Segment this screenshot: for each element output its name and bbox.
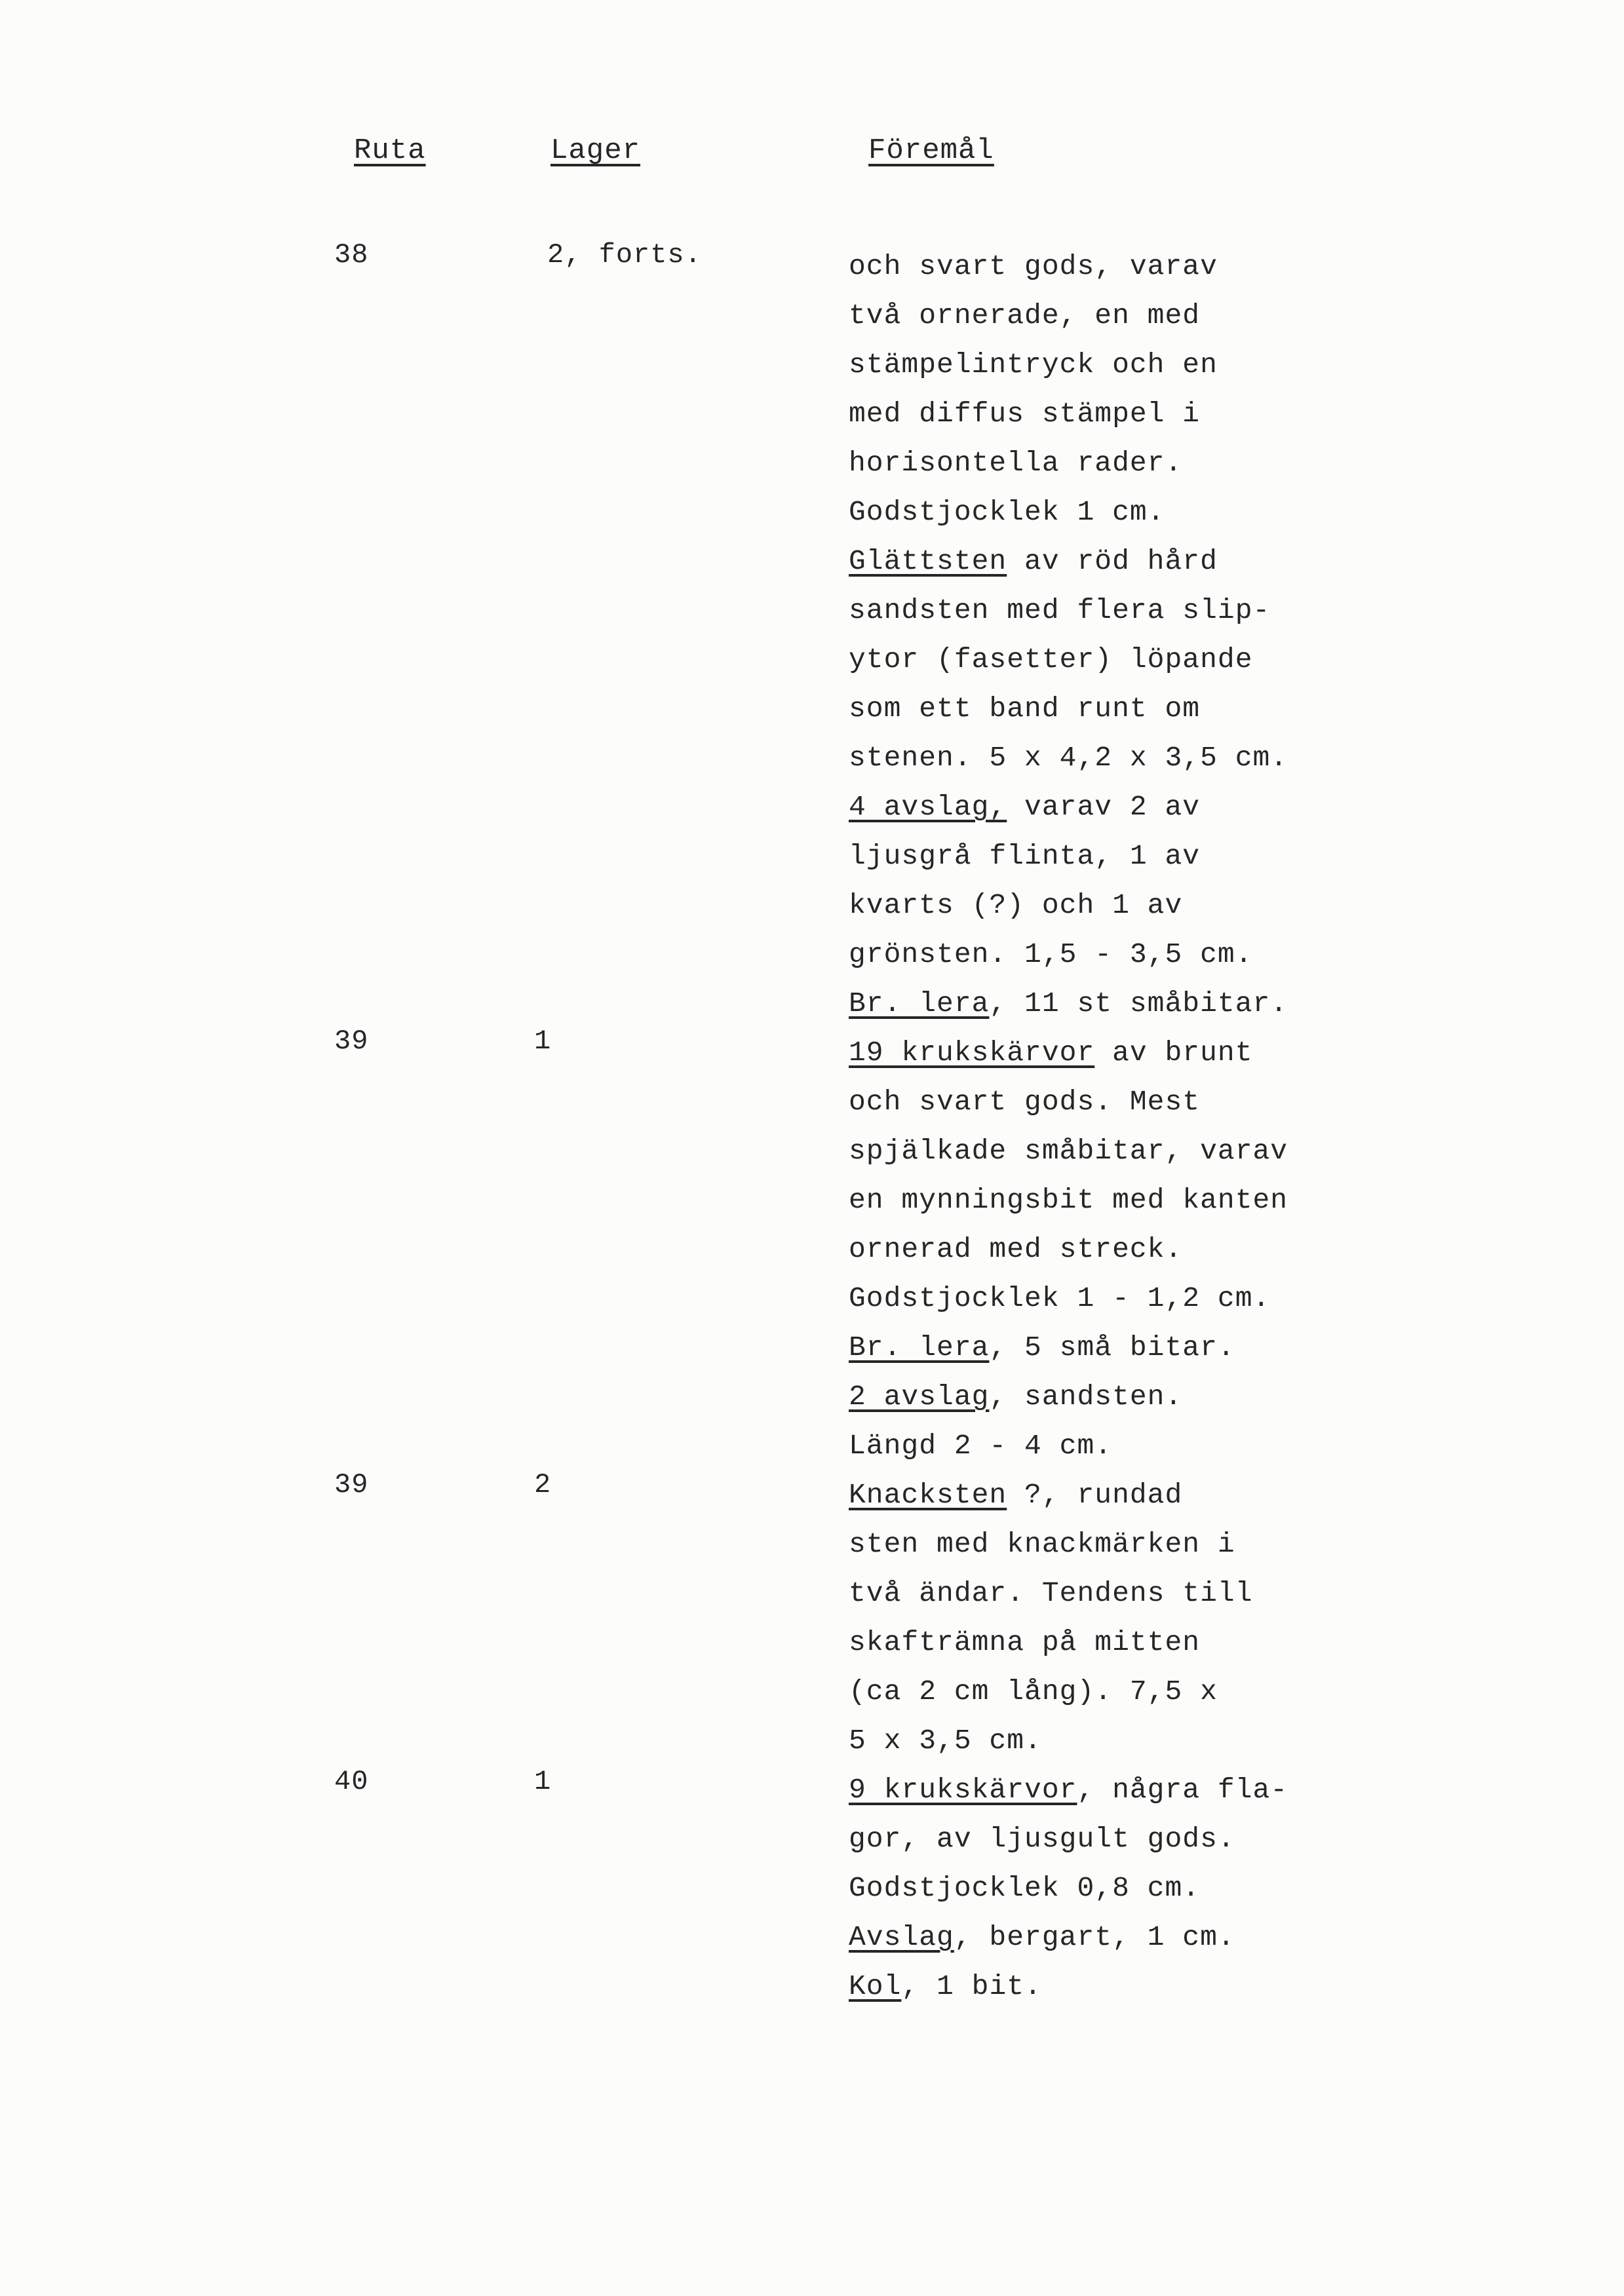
- text-line: [849, 1323, 1622, 1372]
- text-segment: ornerad med streck.: [849, 1233, 1183, 1265]
- header-foremal: Föremål: [868, 134, 994, 167]
- text-segment: Godstjocklek 0,8 cm.: [849, 1872, 1201, 1904]
- text-line: [849, 1470, 1622, 1520]
- text-line: [849, 1274, 1622, 1323]
- text-line: [849, 832, 1622, 881]
- text-line: [849, 1618, 1622, 1667]
- text-segment: , 5 små bitar.: [989, 1331, 1235, 1364]
- text-line: [849, 930, 1622, 979]
- text-segment: ytor (fasetter) löpande: [849, 643, 1253, 676]
- text-segment: grönsten. 1,5 - 3,5 cm.: [849, 938, 1253, 970]
- text-segment: av röd hård: [1007, 545, 1218, 577]
- text-segment: skafträmna på mitten: [849, 1626, 1201, 1658]
- text-line: [849, 340, 1622, 389]
- row-lager: 1: [534, 1025, 552, 1057]
- row-lager: 2, forts.: [547, 239, 702, 271]
- row-ruta: 38: [334, 239, 369, 271]
- header-ruta: Ruta: [354, 134, 426, 167]
- underlined-term: 2 avslag: [849, 1381, 990, 1413]
- text-segment: och svart gods, varav: [849, 250, 1218, 282]
- text-line: [849, 684, 1622, 733]
- text-segment: av brunt: [1094, 1037, 1253, 1069]
- text-line: [849, 881, 1622, 930]
- text-segment: gor, av ljusgult gods.: [849, 1823, 1235, 1855]
- text-line: [849, 1913, 1622, 1962]
- text-line: [849, 438, 1622, 488]
- text-segment: , sandsten.: [989, 1381, 1183, 1413]
- text-line: [849, 1421, 1622, 1470]
- text-line: [849, 537, 1622, 586]
- text-line: [849, 242, 1622, 291]
- text-line: [849, 1176, 1622, 1225]
- underlined-term: Glättsten: [849, 545, 1007, 577]
- text-segment: med diffus stämpel i: [849, 398, 1201, 430]
- text-segment: sten med knackmärken i: [849, 1528, 1235, 1560]
- text-segment: kvarts (?) och 1 av: [849, 889, 1183, 921]
- text-line: [849, 1962, 1622, 2011]
- row-ruta: 39: [334, 1469, 369, 1501]
- text-segment: , 11 st småbitar.: [989, 987, 1288, 1020]
- foremal-column: [849, 242, 1622, 2011]
- text-segment: , 1 bit.: [901, 1970, 1042, 2002]
- underlined-term: 19 krukskärvor: [849, 1037, 1095, 1069]
- underlined-term: Br. lera: [849, 1331, 990, 1364]
- row-lager: 2: [534, 1469, 552, 1501]
- text-line: [849, 1716, 1622, 1765]
- text-segment: (ca 2 cm lång). 7,5 x: [849, 1675, 1218, 1708]
- text-line: [849, 1765, 1622, 1814]
- text-line: [849, 291, 1622, 340]
- text-line: [849, 488, 1622, 537]
- text-segment: ljusgrå flinta, 1 av: [849, 840, 1201, 872]
- text-segment: spjälkade småbitar, varav: [849, 1135, 1288, 1167]
- text-line: [849, 389, 1622, 438]
- underlined-term: 4 avslag,: [849, 791, 1007, 823]
- text-line: [849, 1028, 1622, 1077]
- text-segment: en mynningsbit med kanten: [849, 1184, 1288, 1216]
- text-line: [849, 1372, 1622, 1421]
- text-segment: horisontella rader.: [849, 447, 1183, 479]
- header-lager: Lager: [551, 134, 641, 167]
- text-segment: varav 2 av: [1007, 791, 1201, 823]
- row-ruta: 40: [334, 1766, 369, 1797]
- text-segment: ?, rundad: [1007, 1479, 1183, 1511]
- text-line: [849, 635, 1622, 684]
- text-line: [849, 1077, 1622, 1126]
- text-segment: stämpelintryck och en: [849, 349, 1218, 381]
- underlined-term: 9 krukskärvor: [849, 1774, 1077, 1806]
- text-line: [849, 1520, 1622, 1569]
- text-segment: sandsten med flera slip-: [849, 594, 1271, 626]
- text-segment: och svart gods. Mest: [849, 1086, 1201, 1118]
- text-segment: Längd 2 - 4 cm.: [849, 1430, 1113, 1462]
- underlined-term: Knacksten: [849, 1479, 1007, 1511]
- text-line: [849, 979, 1622, 1028]
- text-line: [849, 1126, 1622, 1176]
- text-segment: som ett band runt om: [849, 693, 1201, 725]
- text-line: [849, 733, 1622, 782]
- text-segment: , några fla-: [1077, 1774, 1288, 1806]
- text-segment: , bergart, 1 cm.: [954, 1921, 1235, 1953]
- text-segment: Godstjocklek 1 cm.: [849, 496, 1165, 528]
- text-segment: två ornerade, en med: [849, 299, 1201, 332]
- underlined-term: Kol: [849, 1970, 902, 2002]
- underlined-term: Br. lera: [849, 987, 990, 1020]
- text-segment: 5 x 3,5 cm.: [849, 1725, 1042, 1757]
- text-segment: stenen. 5 x 4,2 x 3,5 cm.: [849, 742, 1288, 774]
- text-segment: Godstjocklek 1 - 1,2 cm.: [849, 1282, 1271, 1314]
- text-line: [849, 1667, 1622, 1716]
- text-line: [849, 586, 1622, 635]
- text-line: [849, 1814, 1622, 1864]
- row-ruta: 39: [334, 1025, 369, 1057]
- text-line: [849, 782, 1622, 832]
- text-line: [849, 1864, 1622, 1913]
- text-line: [849, 1225, 1622, 1274]
- underlined-term: Avslag: [849, 1921, 954, 1953]
- text-segment: två ändar. Tendens till: [849, 1577, 1253, 1609]
- text-line: [849, 1569, 1622, 1618]
- row-lager: 1: [534, 1766, 552, 1797]
